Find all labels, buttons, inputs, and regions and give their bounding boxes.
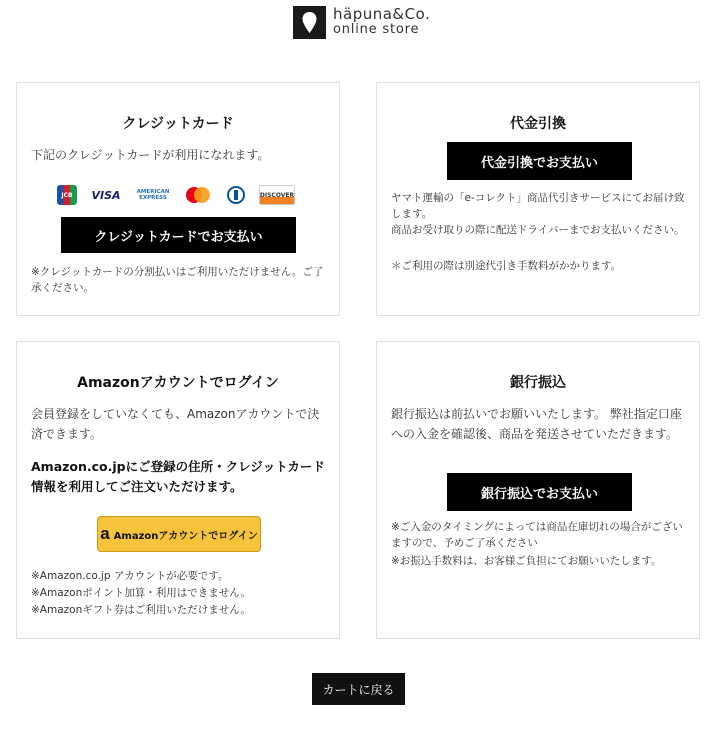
logo-subtitle: online store	[333, 22, 420, 37]
logo-name: häpuna&Co.	[333, 5, 431, 23]
cod-description-2: 商品お受け取りの際に配送ドライバーまでお支払いください。	[391, 224, 685, 236]
pay-by-bank-transfer-button[interactable]: 銀行振込でお支払い	[447, 473, 632, 511]
amazon-note-2: ※Amazonポイント加算・利用はできません。	[31, 587, 251, 599]
card-brand-logos	[57, 185, 295, 205]
amazon-login-button[interactable]	[97, 516, 261, 552]
amazon-description: 会員登録をしていなくても、Amazonアカウントで決済できます。	[31, 407, 320, 441]
amazon-note-3: ※Amazonギフト券はご利用いただけません。	[31, 604, 251, 616]
credit-card-panel	[16, 82, 340, 316]
bank-fee-note: ※お振込手数料は、お客様ご負担にてお願いいたします。	[391, 555, 662, 567]
store-logo[interactable]	[293, 4, 430, 40]
amazon-title: Amazonアカウントでログイン	[77, 375, 279, 391]
bank-stock-note: ※ご入金のタイミングによっては商品在庫切れの場合がございますので、予めご了承ください	[391, 521, 683, 549]
credit-card-description: 下記のクレジットカードが利用になれます。	[31, 148, 270, 162]
bank-transfer-panel	[376, 341, 700, 639]
credit-card-note: ※クレジットカードの分割払いはご利用いただけません。ご了承ください。	[31, 266, 324, 294]
cash-on-delivery-panel	[376, 82, 700, 316]
discover-icon: DISCOVER	[259, 185, 295, 205]
amazon-login-label: Amazonアカウントでログイン	[113, 530, 258, 542]
amazon-logo-icon: a	[100, 524, 110, 543]
jcb-icon: JCB	[57, 185, 77, 205]
pay-by-cod-button[interactable]: 代金引換でお支払い	[447, 142, 632, 180]
credit-card-title: クレジットカード	[122, 116, 234, 132]
amazon-note-1: ※Amazon.co.jp アカウントが必要です。	[31, 570, 229, 582]
pay-by-credit-card-button[interactable]: クレジットカードでお支払い	[61, 217, 296, 253]
amazon-info-text: Amazon.co.jpにご登録の住所・クレジットカード情報を利用してご注文いただけます。	[31, 459, 325, 494]
cod-fee-note: ＊ご利用の際は別途代引き手数料がかかります。	[391, 260, 622, 272]
diners-club-icon	[225, 185, 247, 205]
mastercard-icon	[183, 185, 213, 205]
amex-icon: AMERICAN EXPRESS	[136, 189, 170, 201]
bank-title: 銀行振込	[510, 375, 566, 391]
visa-icon: VISA	[91, 188, 121, 202]
back-to-cart-button[interactable]: カートに戻る	[312, 673, 405, 705]
cod-description-1: ヤマト運輸の「e-コレクト」商品代引きサービスにてお届け致します。	[391, 192, 685, 220]
logo-pin-icon	[293, 6, 326, 39]
cod-title: 代金引換	[510, 116, 566, 132]
amazon-login-panel	[16, 341, 340, 639]
bank-description: 銀行振込は前払いでお願いいたします。 弊社指定口座への入金を確認後、商品を発送させていただきます。	[391, 407, 682, 441]
